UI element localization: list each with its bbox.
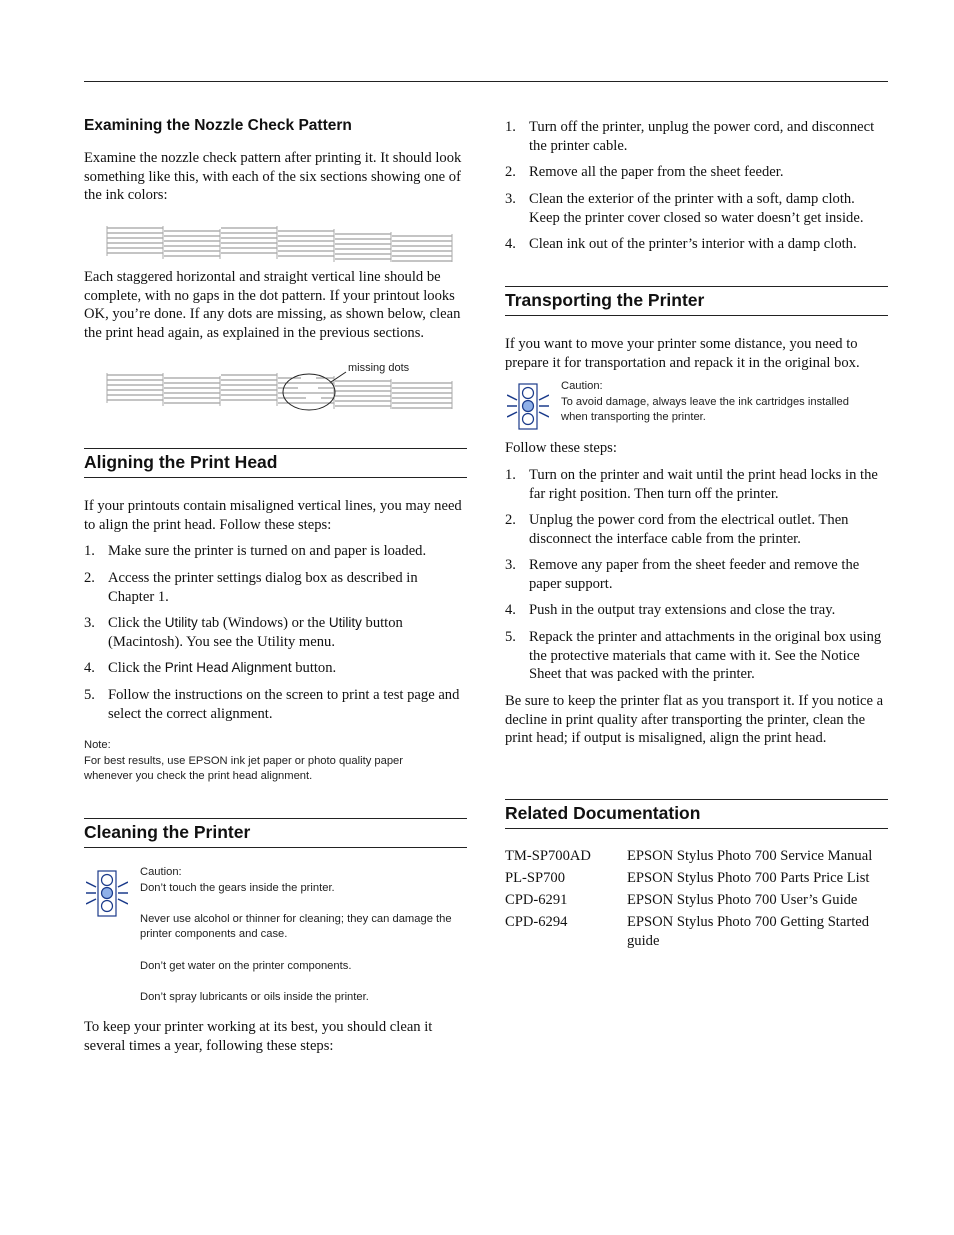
- note-label: Note:: [84, 739, 111, 751]
- transport-step: [505, 601, 888, 620]
- caution-icon: [507, 383, 549, 431]
- related-heading: Related Documentation: [505, 803, 701, 823]
- caution-line: Don’t get water on the printer components.: [140, 959, 352, 972]
- step-text: Follow the instructions on the screen to print a test page and select the correct alignment.: [108, 687, 460, 722]
- doc-title: EPSON Stylus Photo 700 Getting Started guide: [627, 914, 870, 949]
- caution-icon: [86, 870, 128, 918]
- step-number: 5.: [84, 687, 95, 703]
- clean-step: [505, 163, 888, 182]
- nozzle-paragraph-1: Examine the nozzle check pattern after printing it. It should look something like this, with each of the six sections showing one of the ink colors:: [84, 150, 462, 204]
- clean-step: [505, 118, 888, 155]
- section-aligning: [84, 448, 467, 478]
- caution-label: Caution:: [140, 866, 182, 878]
- step-text: Click the Utility tab (Windows) or the Utility button (Macintosh). You see the Utility menu.: [108, 615, 403, 650]
- align-step: [84, 614, 467, 651]
- transport-caution: [561, 379, 861, 426]
- transport-step: [505, 628, 888, 684]
- step-number: 3.: [84, 615, 95, 631]
- nozzle-paragraph-2: Each staggered horizontal and straight vertical line should be complete, with no gaps in the dot pattern. If your printout looks OK, you’re done. If any dots are missing, as shown below, clean the print head again, as explained in the previous sections.: [84, 269, 461, 341]
- transport-intro: If you want to move your printer some distance, you need to prepare it for transportation and repack it in the original box.: [505, 336, 860, 371]
- clean-caution: [140, 865, 460, 1005]
- step-number: 2.: [505, 164, 516, 180]
- step-text: Access the printer settings dialog box as described in Chapter 1.: [108, 570, 418, 605]
- step-text: Remove all the paper from the sheet feeder.: [529, 164, 784, 180]
- alignment-note: [84, 738, 454, 785]
- nozzle-heading: Examining the Nozzle Check Pattern: [84, 117, 352, 134]
- clean-outro: To keep your printer working at its best, you should clean it several times a year, following these steps:: [84, 1019, 433, 1054]
- step-number: 3.: [505, 557, 516, 573]
- clean-step: [505, 190, 888, 227]
- step-number: 1.: [505, 467, 516, 483]
- step-number: 5.: [505, 629, 516, 645]
- doc-title: EPSON Stylus Photo 700 Parts Price List: [627, 870, 870, 886]
- step-text: Make sure the printer is turned on and paper is loaded.: [108, 543, 427, 559]
- caution-line: Don’t spray lubricants or oils inside the printer.: [140, 990, 369, 1003]
- transport-step: [505, 511, 888, 548]
- header-rule: [84, 81, 888, 82]
- section-cleaning: [84, 818, 467, 848]
- step-text: Turn on the printer and wait until the print head locks in the far right position. Then turn off the printer.: [529, 467, 878, 502]
- step-text: Turn off the printer, unplug the power cord, and disconnect the printer cable.: [529, 119, 875, 154]
- step-number: 2.: [505, 512, 516, 528]
- step-text: Push in the output tray extensions and close the tray.: [529, 602, 836, 618]
- step-text: Unplug the power cord from the electrical outlet. Then disconnect the interface cable from the printer.: [529, 512, 849, 547]
- step-number: 1.: [505, 119, 516, 135]
- step-number: 2.: [84, 570, 95, 586]
- missing-dots-label: missing dots: [348, 362, 410, 374]
- align-step: [84, 659, 467, 678]
- step-number: 1.: [84, 543, 95, 559]
- transport-step: [505, 556, 888, 593]
- print-head-alignment-label: Print Head Alignment: [164, 660, 292, 675]
- step-number: 4.: [505, 602, 516, 618]
- align-intro: If your printouts contain misaligned vertical lines, you may need to align the print head. Follow these steps:: [84, 498, 462, 533]
- step-text: Clean the exterior of the printer with a soft, damp cloth. Keep the printer cover closed so water doesn’t get inside.: [529, 191, 864, 226]
- align-step: [84, 686, 467, 723]
- clean-heading: Cleaning the Printer: [84, 822, 251, 842]
- doc-title: EPSON Stylus Photo 700 Service Manual: [627, 848, 873, 864]
- transport-heading: Transporting the Printer: [505, 290, 705, 310]
- doc-title: EPSON Stylus Photo 700 User’s Guide: [627, 892, 858, 908]
- caution-line: Never use alcohol or thinner for cleaning; they can damage the printer components and case.: [140, 912, 452, 941]
- step-number: 3.: [505, 191, 516, 207]
- step-text: Clean ink out of the printer’s interior with a damp cloth.: [529, 236, 857, 252]
- clean-step: [505, 235, 888, 254]
- align-step: [84, 569, 467, 606]
- doc-code: CPD-6294: [505, 914, 568, 930]
- follow-steps: Follow these steps:: [505, 440, 617, 456]
- step-number: 4.: [505, 236, 516, 252]
- utility-button-label: Utility: [328, 615, 362, 630]
- note-text: For best results, use EPSON ink jet paper or photo quality paper whenever you check the print head alignment.: [84, 754, 404, 783]
- doc-code: PL-SP700: [505, 870, 566, 886]
- doc-code: CPD-6291: [505, 892, 568, 908]
- align-heading: Aligning the Print Head: [84, 452, 278, 472]
- align-step: [84, 542, 467, 561]
- step-number: 4.: [84, 660, 95, 676]
- nozzle-pattern-good: [106, 225, 456, 263]
- utility-tab-label: Utility: [164, 615, 198, 630]
- section-transporting: [505, 286, 888, 316]
- section-related: [505, 799, 888, 829]
- caution-text: To avoid damage, always leave the ink cartridges installed when transporting the printer.: [561, 395, 849, 424]
- caution-label: Caution:: [561, 380, 603, 392]
- step-text: Remove any paper from the sheet feeder and remove the paper support.: [529, 557, 860, 592]
- transport-step: [505, 466, 888, 503]
- step-text: Click the Print Head Alignment button.: [108, 660, 337, 676]
- step-text: Repack the printer and attachments in the original box using the protective materials that came with it. See the Notice Sheet that was packed with the printer.: [529, 629, 882, 683]
- caution-line: Don’t touch the gears inside the printer.: [140, 881, 335, 894]
- transport-outro: Be sure to keep the printer flat as you transport it. If you notice a decline in print quality after transporting the printer, clean the print head; if output is misaligned, align the print head.: [505, 693, 884, 747]
- doc-code: TM-SP700AD: [505, 848, 591, 864]
